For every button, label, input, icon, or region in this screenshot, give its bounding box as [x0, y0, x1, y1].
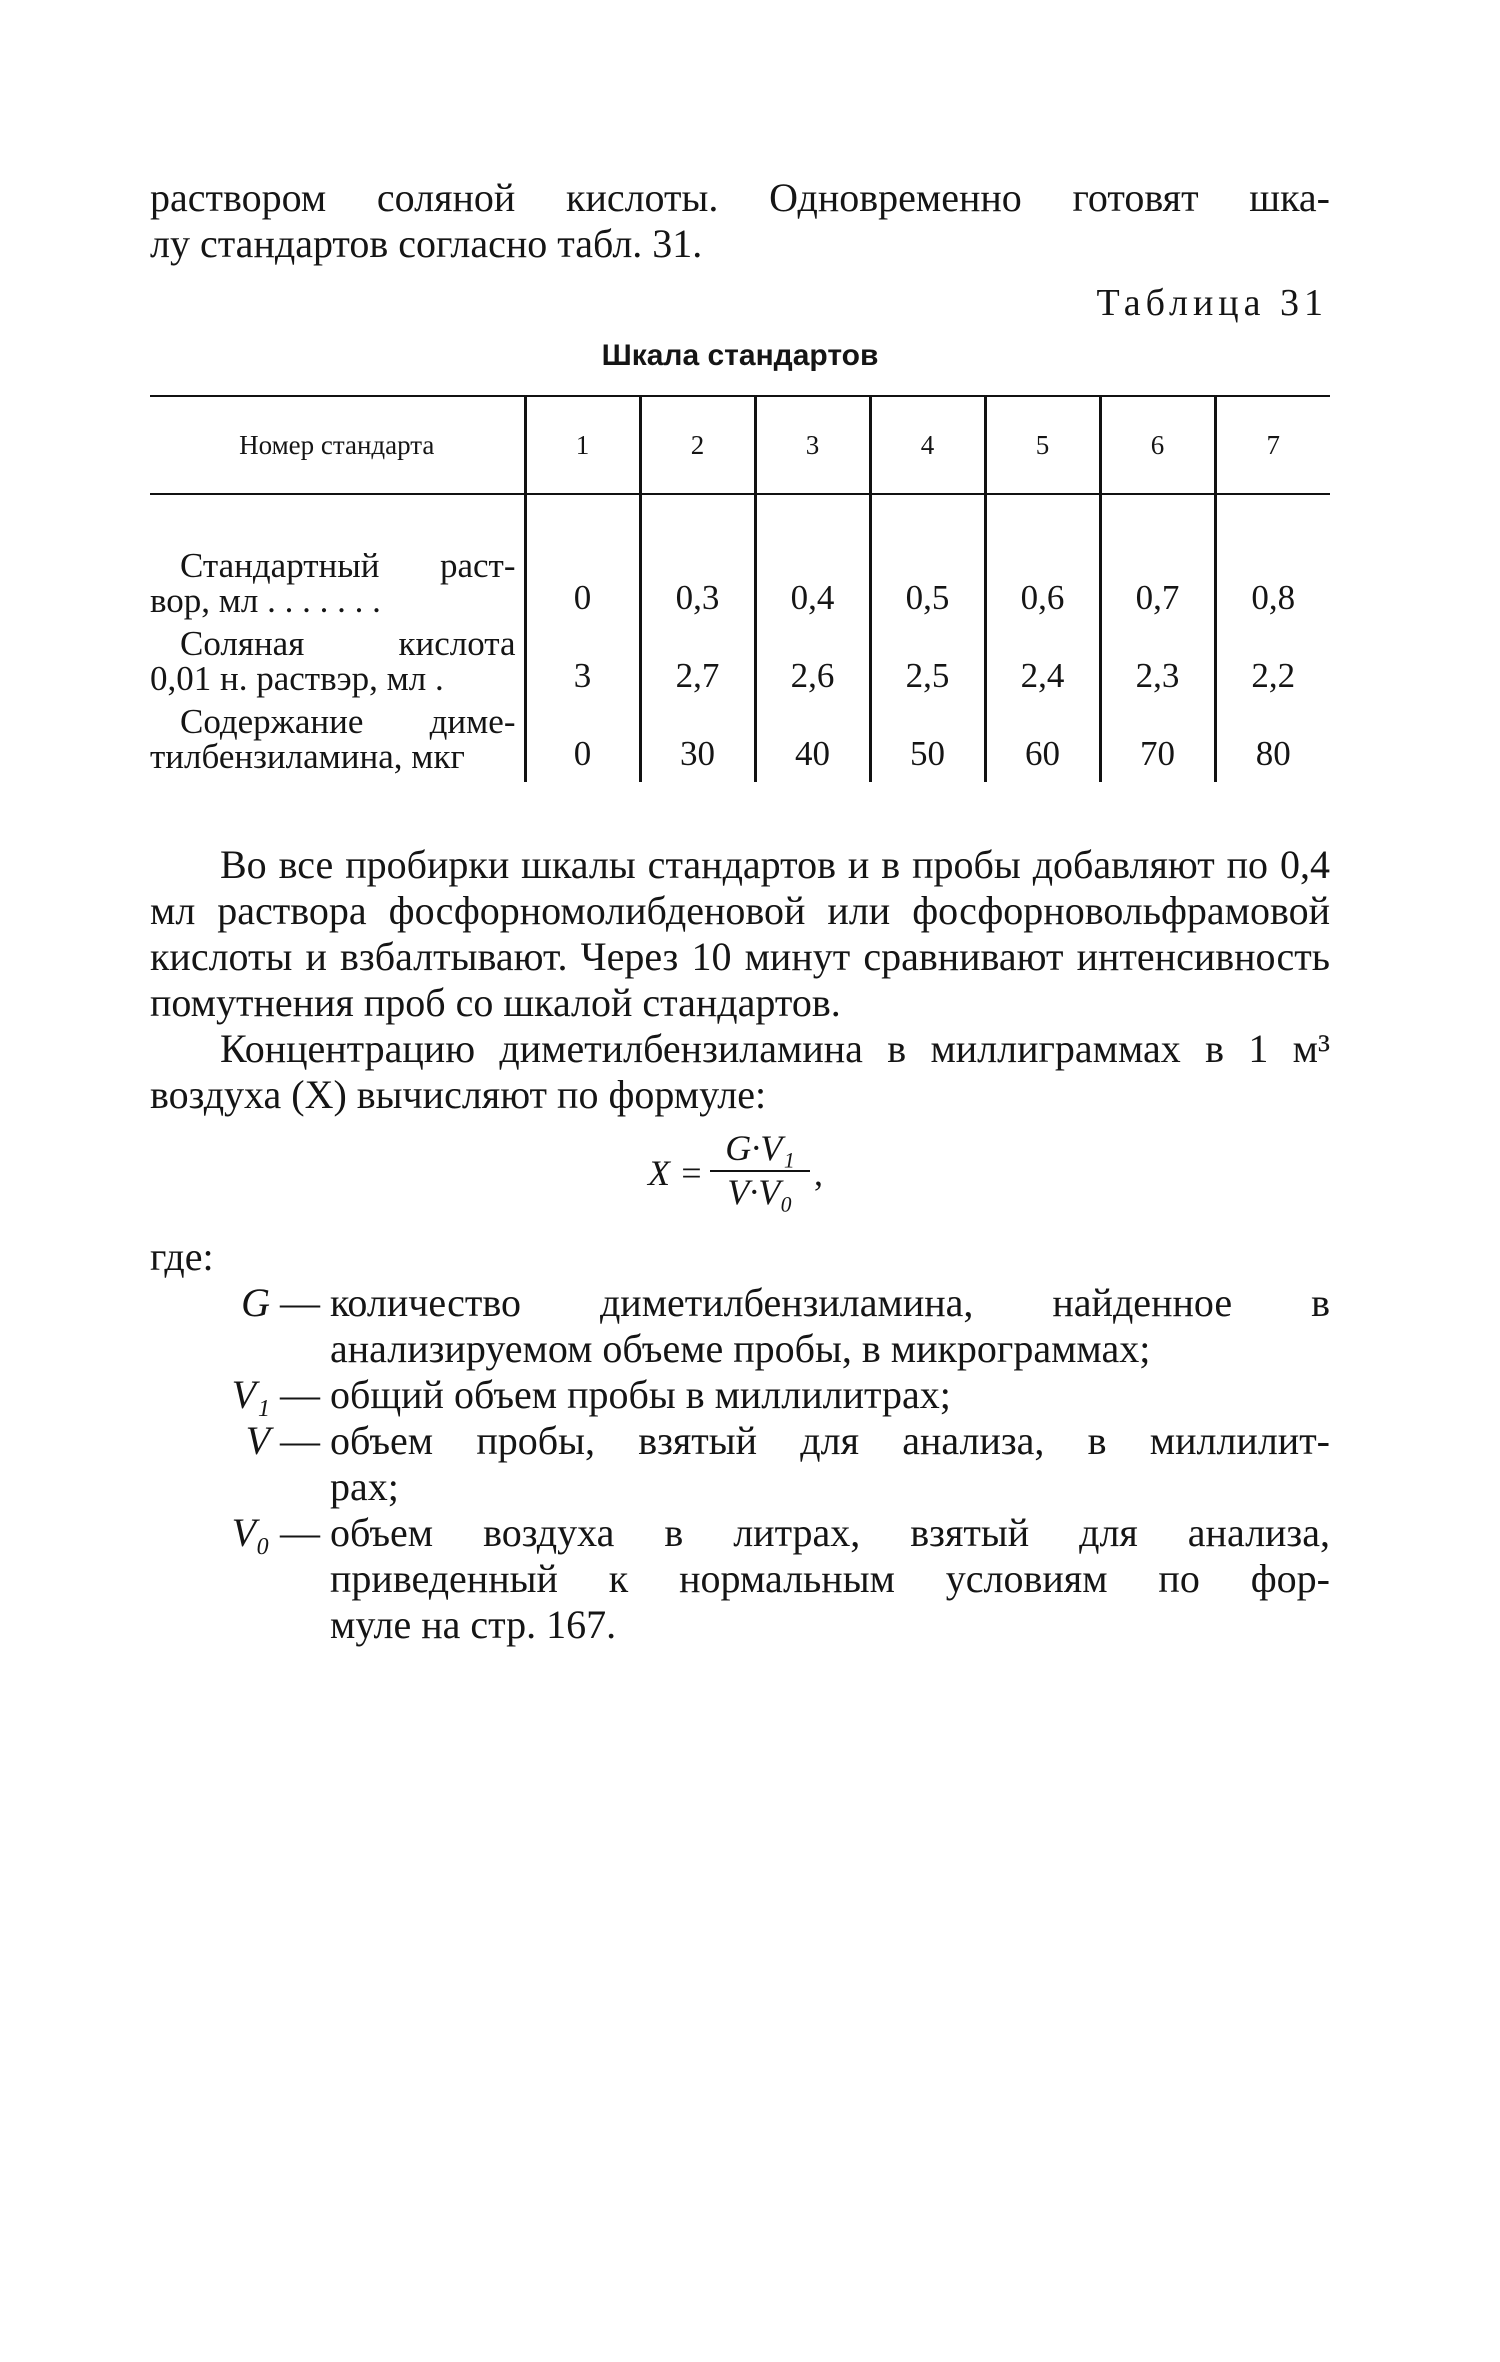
- definition-dash: —: [280, 1418, 320, 1463]
- table-row: [150, 626, 1330, 704]
- table-title: Шкала стандартов: [601, 339, 879, 372]
- table-cell: 2,4: [985, 626, 1100, 704]
- definition-line: приведенный к нормальным условиям по фор-: [330, 1556, 1330, 1601]
- definition-line: объем воздуха в литрах, взятый для анализа,: [330, 1510, 1330, 1555]
- formula-fraction: [710, 1128, 810, 1212]
- row-label-line: 0,01 н. раствэр, мл .: [150, 659, 444, 698]
- definition-line: рах;: [330, 1464, 399, 1509]
- table-cell: 0,7: [1100, 494, 1215, 626]
- table-cell: 70: [1100, 704, 1215, 782]
- definition-symbol: V: [245, 1418, 270, 1463]
- table-cell: 50: [870, 704, 985, 782]
- definition-line: муле на стр. 167.: [330, 1602, 617, 1647]
- table-cell: 2,5: [870, 626, 985, 704]
- table-cell: 3: [525, 626, 640, 704]
- row-label-line: Стандартный раст-: [180, 546, 516, 585]
- definition-item: [150, 1280, 1330, 1372]
- book-page: [150, 175, 1330, 1648]
- formula-comma: ,: [814, 1153, 823, 1193]
- definitions: [150, 1234, 1330, 1648]
- header-standard-number: Номер стандарта: [150, 396, 525, 494]
- header-col-2: 2: [640, 396, 755, 494]
- definition-dash: —: [280, 1510, 320, 1555]
- table-cell: 80: [1215, 704, 1330, 782]
- reagent-paragraph: Во все пробирки шкалы стандартов и в пробы добавляют по 0,4 мл раствора фосфорномолибденовой или фосфорновольфрамовой кислоты и взбалтывают. Через 10 минут сравнивают интенсивность помутнения проб со шкалой стандартов.: [150, 842, 1330, 1025]
- table-cell: 60: [985, 704, 1100, 782]
- table-cell: 0,8: [1215, 494, 1330, 626]
- definition-line: общий объем пробы в миллилитрах;: [330, 1372, 951, 1417]
- table-cell: 0,4: [755, 494, 870, 626]
- table-cell: 2,6: [755, 626, 870, 704]
- formula-denominator: V·V₀: [727, 1172, 793, 1212]
- row-label-line: Содержание диме-: [180, 702, 516, 741]
- definition-line: объем пробы, взятый для анализа, в миллилит-: [330, 1418, 1330, 1463]
- table-cell: 0,3: [640, 494, 755, 626]
- header-col-5: 5: [985, 396, 1100, 494]
- row-label-line: вор, мл . . . . . . .: [150, 581, 381, 620]
- table-cell: 0,5: [870, 494, 985, 626]
- table-row: [150, 704, 1330, 782]
- header-col-4: 4: [870, 396, 985, 494]
- definition-dash: —: [280, 1372, 320, 1417]
- definition-line: количество диметилбензиламина, найденное в: [330, 1280, 1330, 1325]
- definition-symbol: V₀: [231, 1510, 270, 1555]
- row-label: [150, 626, 525, 704]
- header-col-6: 6: [1100, 396, 1215, 494]
- table-cell: 2,7: [640, 626, 755, 704]
- table-row: [150, 494, 1330, 626]
- definition-symbol: G: [241, 1280, 270, 1325]
- definition-item: [150, 1418, 1330, 1510]
- formula-numerator: G·V₁: [710, 1128, 810, 1172]
- definition-item: [150, 1510, 1330, 1648]
- standards-table: [150, 395, 1330, 782]
- table-cell: 30: [640, 704, 755, 782]
- table-cell: 40: [755, 704, 870, 782]
- header-col-7: 7: [1215, 396, 1330, 494]
- header-col-3: 3: [755, 396, 870, 494]
- table-cell: 0: [525, 494, 640, 626]
- row-label: [150, 494, 525, 626]
- header-col-1: 1: [525, 396, 640, 494]
- definition-dash: —: [280, 1280, 320, 1325]
- formula-lhs: X =: [648, 1153, 704, 1193]
- intro-line-1: раствором соляной кислоты. Одновременно готовят шка-: [150, 175, 1330, 220]
- table-number-label: Таблица 31: [1096, 282, 1328, 324]
- row-label: [150, 704, 525, 782]
- definition-symbol: V₁: [231, 1372, 270, 1417]
- where-label: где:: [150, 1234, 214, 1279]
- intro-line-2: лу стандартов согласно табл. 31.: [150, 221, 703, 266]
- table-cell: 0: [525, 704, 640, 782]
- row-label-line: тилбензиламина, мкг: [150, 737, 465, 776]
- table-header-row: [150, 396, 1330, 494]
- formula: [150, 1128, 1330, 1218]
- intro-paragraph: [150, 175, 1330, 267]
- concentration-paragraph: Концентрацию диметилбензиламина в миллиграммах в 1 м³ воздуха (X) вычисляют по формуле:: [150, 1026, 1330, 1117]
- definition-item: [150, 1372, 1330, 1418]
- row-label-line: Соляная кислота: [180, 624, 516, 663]
- table-cell: 2,2: [1215, 626, 1330, 704]
- table-cell: 2,3: [1100, 626, 1215, 704]
- table-cell: 0,6: [985, 494, 1100, 626]
- definition-line: анализируемом объеме пробы, в микрограммах;: [330, 1326, 1151, 1371]
